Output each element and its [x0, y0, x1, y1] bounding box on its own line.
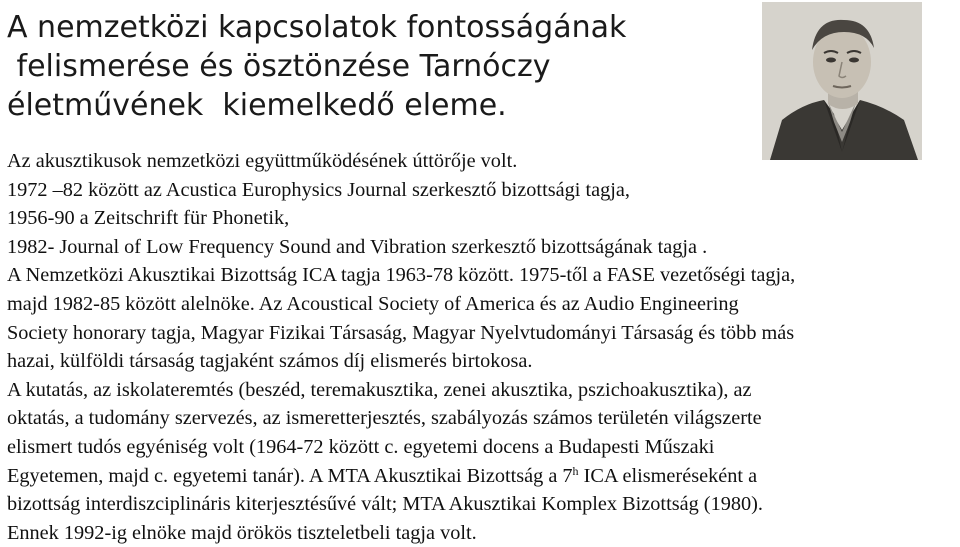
ordinal-superscript: h — [572, 463, 579, 478]
body-line: Ennek 1992-ig elnöke majd örökös tiszteletbeli tagja volt. — [7, 521, 477, 544]
body-line: Az akusztikusok nemzetközi együttműködésének úttörője volt. — [7, 150, 518, 172]
body-line: 1972 –82 között az Acustica Europhysics Journal szerkesztő bizottsági tagja, — [7, 178, 630, 201]
body-line-ica-after: ICA elismeréseként a — [578, 464, 758, 487]
portrait-photo — [762, 2, 922, 160]
body-text — [7, 147, 957, 547]
body-line: Society honorary tagja, Magyar Fizikai Társaság, Magyar Nyelvtudományi Társaság és több más — [7, 321, 795, 344]
body-line: hazai, külföldi társaság tagjaként számos díj elismerés birtokosa. — [7, 350, 533, 373]
body-line: majd 1982-85 között alelnöke. Az Acoustical Society of America és az Audio Engineering — [7, 292, 739, 315]
title-line: életművének kiemelkedő eleme. — [7, 88, 507, 123]
title-line: felismerése és ösztönzése Tarnóczy — [7, 49, 551, 84]
body-line: A Nemzetközi Akusztikai Bizottság ICA tagja 1963-78 között. 1975-től a FASE vezetőségi tagja, — [7, 264, 796, 287]
body-line: elismert tudós egyéniség volt (1964-72 között c. egyetemi docens a Budapesti Műszaki — [7, 435, 715, 458]
title-line: A nemzetközi kapcsolatok fontosságának — [7, 10, 627, 45]
body-line: 1982- Journal of Low Frequency Sound and Vibration szerkesztő bizottságának tagja . — [7, 235, 708, 258]
body-line: oktatás, a tudomány szervezés, az ismeretterjesztés, szabályozás számos területén világszerte — [7, 407, 762, 430]
portrait-photo-icon — [762, 2, 922, 160]
body-line: 1956-90 a Zeitschrift für Phonetik, — [7, 207, 290, 230]
body-line: bizottság interdiszciplináris kiterjesztésűvé vált; MTA Akusztikai Komplex Bizottság (1980). — [7, 493, 763, 516]
body-line: A kutatás, az iskolateremtés (beszéd, teremakusztika, zenei akusztika, pszichoakusztika), az — [7, 378, 752, 401]
slide-title — [7, 8, 757, 125]
body-line-ica — [7, 462, 957, 491]
body-line-ica-before: Egyetemen, majd c. egyetemi tanár). A MTA Akusztikai Bizottság a 7 — [7, 464, 573, 487]
